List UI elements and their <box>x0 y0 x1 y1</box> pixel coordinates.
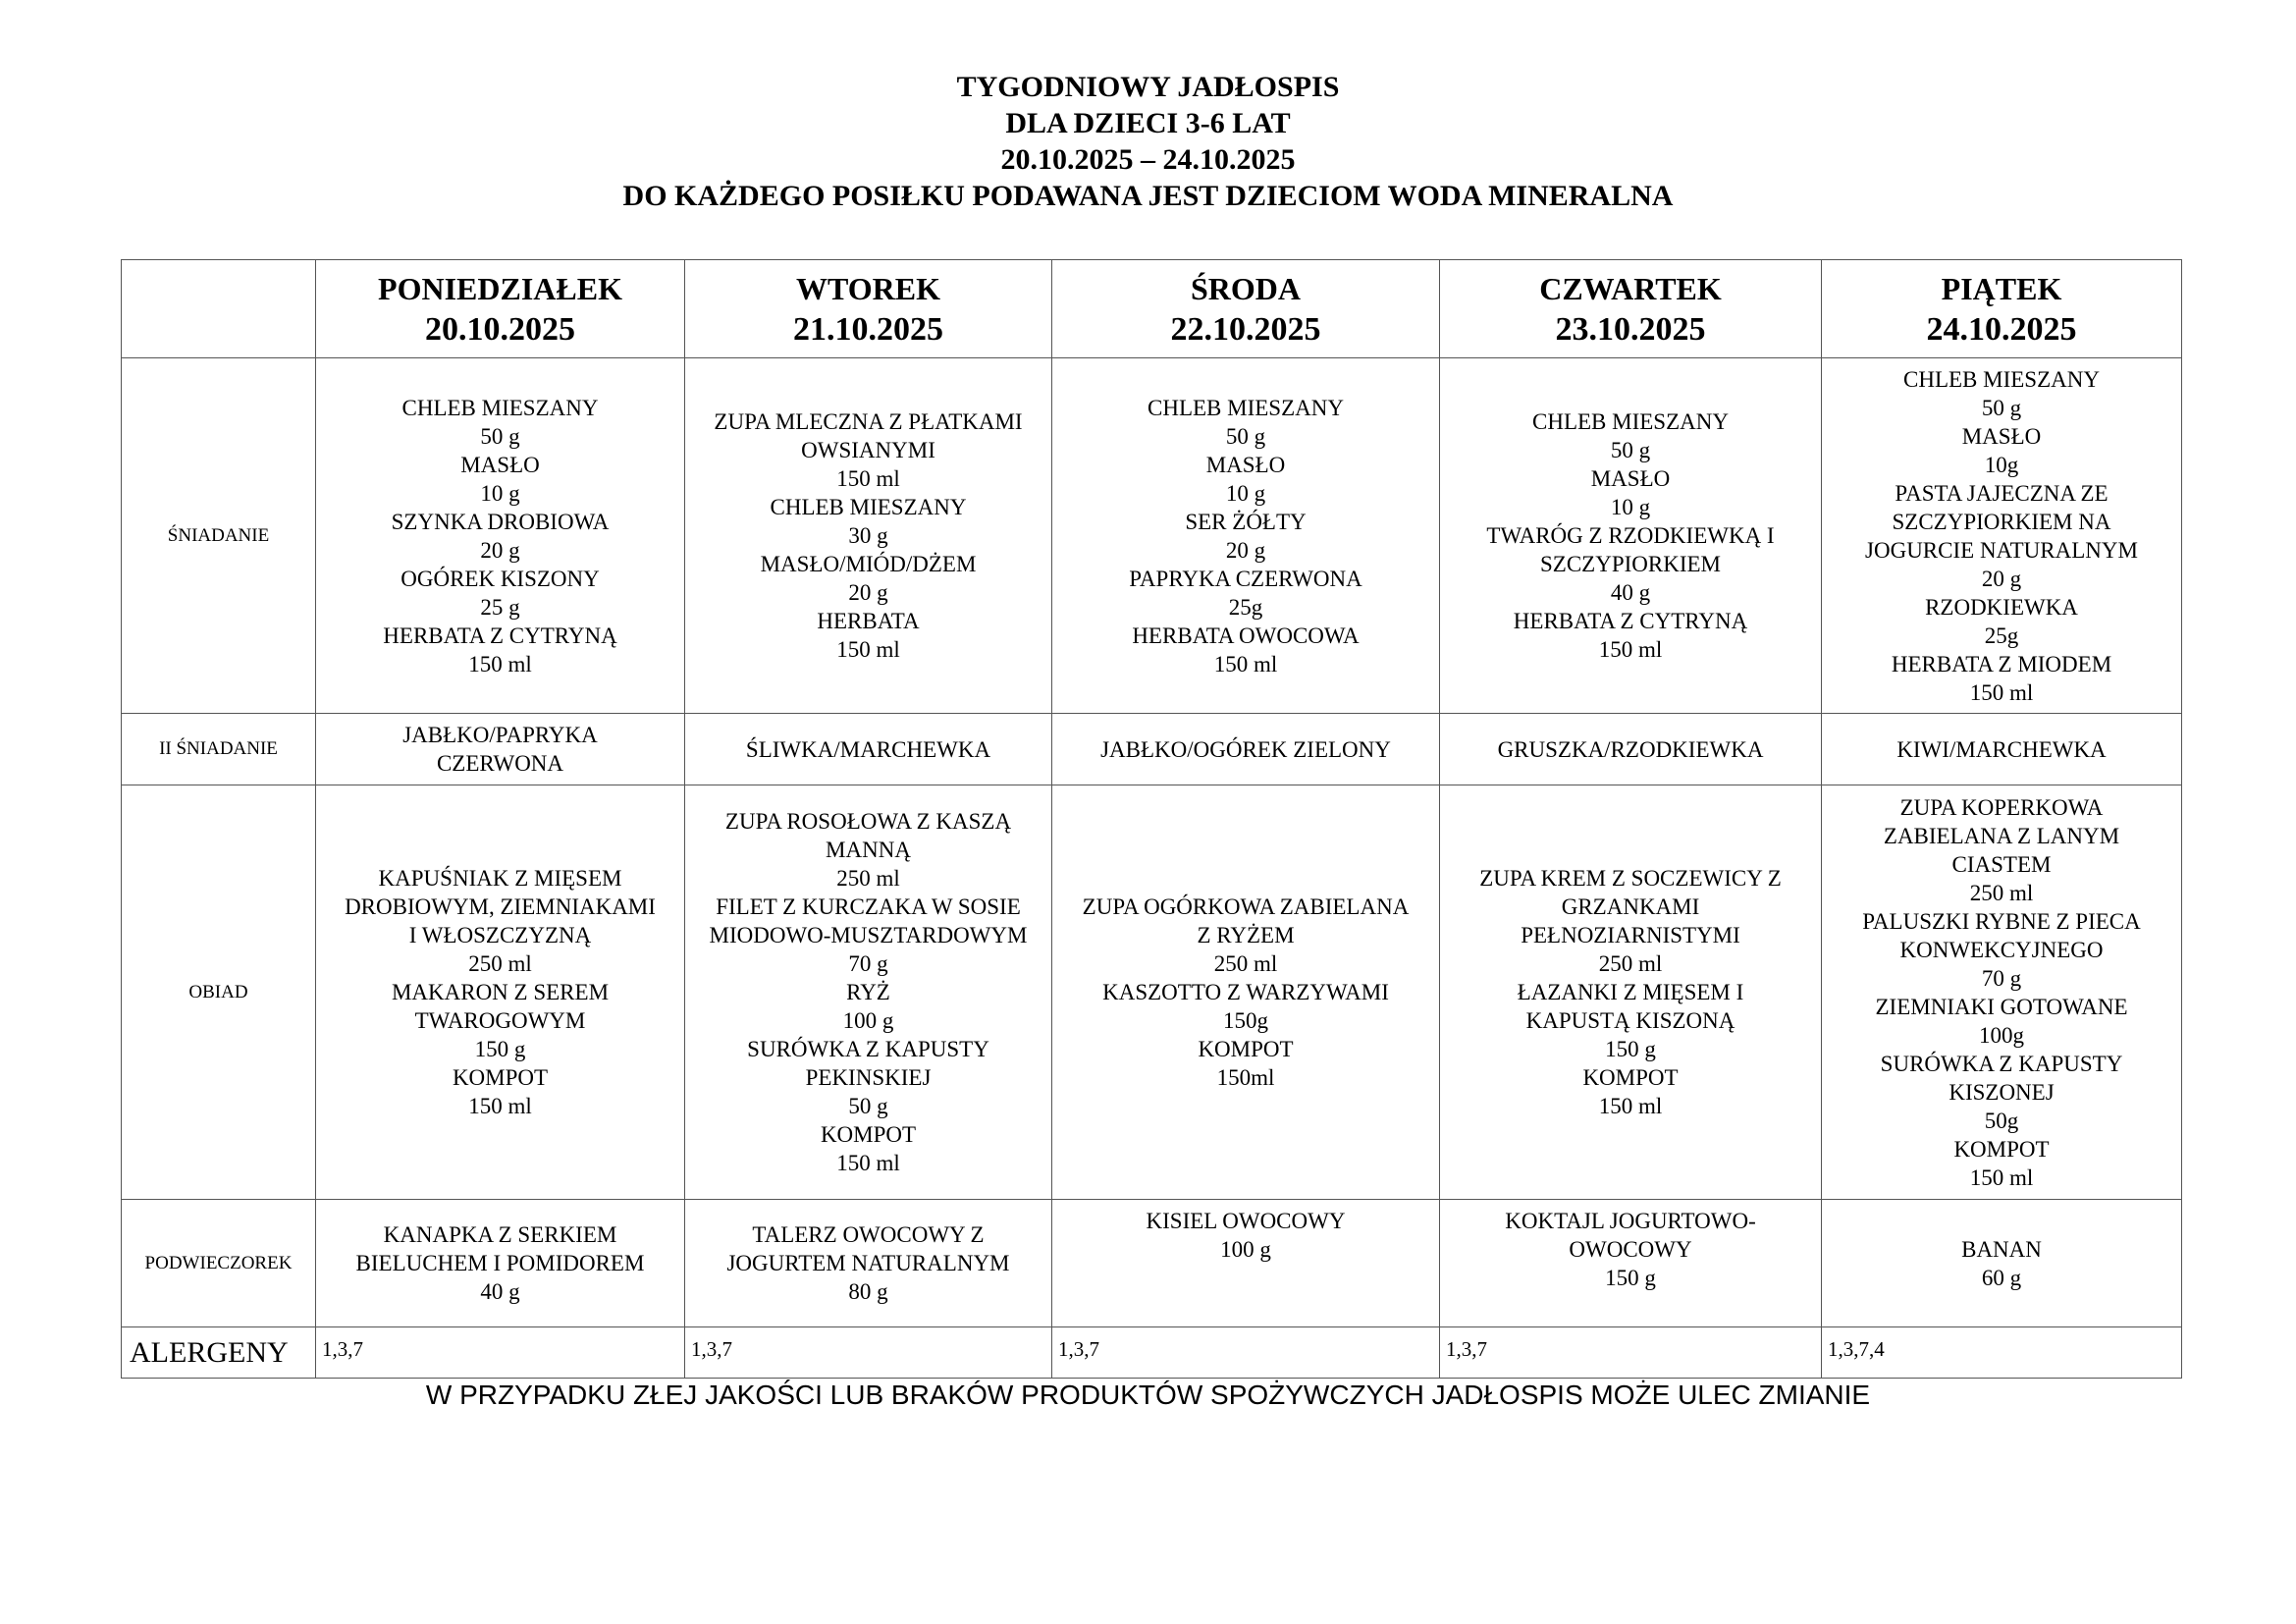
meal-line: 30 g <box>848 523 888 548</box>
meal-line: HERBATA Z CYTRYNĄ <box>383 623 617 648</box>
meal-line: MASŁO/MIÓD/DŻEM <box>760 552 977 576</box>
meal-line: CHLEB MIESZANY <box>1903 366 2100 392</box>
day-name: WTOREK <box>796 270 940 306</box>
meal-line: ŚLIWKA/MARCHEWKA <box>745 736 991 762</box>
meal-cell <box>1440 358 1822 714</box>
meal-line: BIELUCHEM I POMIDOREM <box>355 1251 645 1275</box>
day-header-monday <box>316 260 685 358</box>
meal-line: 20 g <box>848 580 888 605</box>
meal-cell <box>1822 358 2182 714</box>
meal-line: 150 ml <box>1598 637 1663 662</box>
meal-line: 40 g <box>480 1279 520 1304</box>
meal-line: 25g <box>1228 594 1263 620</box>
meal-line: SZCZYPIORKIEM NA <box>1892 509 2111 534</box>
meal-line: 250 ml <box>836 866 900 891</box>
meal-line: TWARÓG Z RZODKIEWKĄ I <box>1486 523 1775 548</box>
day-name: PIĄTEK <box>1941 270 2062 306</box>
day-date: 24.10.2025 <box>1926 310 2077 348</box>
meal-label: II ŚNIADANIE <box>122 714 316 785</box>
meal-line: 60 g <box>1981 1265 2022 1290</box>
meal-line: BANAN <box>1961 1236 2042 1262</box>
meal-line: 150 ml <box>836 637 900 662</box>
day-date: 23.10.2025 <box>1555 310 1706 348</box>
meal-line: 100g <box>1979 1022 2024 1048</box>
meal-line: KAPUSTĄ KISZONĄ <box>1525 1008 1735 1033</box>
weekly-menu-table <box>121 259 2182 1379</box>
meal-line: RZODKIEWKA <box>1925 594 2078 620</box>
corner-cell <box>122 260 316 358</box>
meal-line: Z RYŻEM <box>1197 923 1295 947</box>
meal-line: PEKINSKIEJ <box>805 1065 932 1090</box>
meal-row-podwieczorek <box>122 1200 2182 1327</box>
meal-line: 150 ml <box>836 466 900 491</box>
meal-line: TWAROGOWYM <box>414 1008 586 1033</box>
meal-line: 150g <box>1223 1008 1268 1033</box>
meal-cell <box>685 785 1052 1200</box>
meal-label: ŚNIADANIE <box>122 358 316 714</box>
meal-line: KOMPOT <box>1953 1136 2050 1162</box>
meal-line: HERBATA <box>817 609 920 633</box>
header-date-range: 20.10.2025 – 24.10.2025 <box>1000 143 1296 176</box>
meal-line: HERBATA Z CYTRYNĄ <box>1513 609 1748 633</box>
meal-line: 150 ml <box>836 1151 900 1175</box>
meal-line: DROBIOWYM, ZIEMNIAKAMI <box>345 894 656 919</box>
meal-line: TALERZ OWOCOWY Z <box>752 1222 985 1247</box>
meal-line: CIASTEM <box>1951 851 2052 877</box>
meal-line: PAPRYKA CZERWONA <box>1129 566 1362 591</box>
meal-row-sniadanie <box>122 358 2182 714</box>
meal-line: 150 g <box>1605 1037 1656 1061</box>
meal-line: 50g <box>1984 1108 2019 1133</box>
meal-line: ZIEMNIAKI GOTOWANE <box>1875 994 2128 1019</box>
meal-line: 50 g <box>1225 423 1266 449</box>
meal-line: CZERWONA <box>436 751 564 776</box>
meal-cell <box>1052 1200 1440 1327</box>
meal-line: 50 g <box>480 423 520 449</box>
day-header-friday <box>1822 260 2182 358</box>
meal-cell <box>1052 785 1440 1200</box>
meal-line: ZUPA OGÓRKOWA ZABIELANA <box>1082 894 1410 919</box>
meal-line: 20 g <box>480 537 520 563</box>
meal-line: ZABIELANA Z LANYM <box>1883 823 2120 848</box>
day-date: 22.10.2025 <box>1170 310 1321 348</box>
meal-line: KOMPOT <box>1582 1065 1679 1090</box>
meal-line: OWSIANYMI <box>801 438 935 462</box>
meal-line: KOMPOT <box>820 1122 917 1147</box>
day-name: PONIEDZIAŁEK <box>378 270 622 306</box>
meal-line: KONWEKCYJNEGO <box>1899 937 2104 962</box>
meal-cell <box>1440 785 1822 1200</box>
meal-line: MANNĄ <box>826 838 911 862</box>
meal-line: CHLEB MIESZANY <box>1532 409 1729 434</box>
meal-cell <box>1052 714 1440 785</box>
allergens-friday: 1,3,7,4 <box>1822 1327 2182 1379</box>
allergens-tuesday: 1,3,7 <box>685 1327 1052 1379</box>
meal-line: RYŻ <box>846 980 890 1004</box>
meal-line: ŁAZANKI Z MIĘSEM I <box>1517 980 1744 1004</box>
meal-line: SER ŻÓŁTY <box>1185 509 1307 534</box>
day-header-thursday <box>1440 260 1822 358</box>
footer-note: W PRZYPADKU ZŁEJ JAKOŚCI LUB BRAKÓW PRODUKTÓW SPOŻYWCZYCH JADŁOSPIS MOŻE ULEC ZMIANIE <box>425 1380 1871 1410</box>
meal-line: 100 g <box>842 1008 894 1033</box>
meal-line: 150 ml <box>1969 679 2034 705</box>
meal-line: 150ml <box>1216 1065 1275 1090</box>
meal-line: KOMPOT <box>452 1065 549 1090</box>
meal-line: PALUSZKI RYBNE Z PIECA <box>1862 908 2141 934</box>
meal-line: OGÓREK KISZONY <box>400 566 600 591</box>
meal-cell <box>1440 714 1822 785</box>
meal-line: KISIEL OWOCOWY <box>1146 1208 1346 1233</box>
meal-cell <box>316 1200 685 1327</box>
meal-line: 10 g <box>1225 480 1266 506</box>
meal-line: KISZONEJ <box>1949 1079 2055 1105</box>
meal-line: 100 g <box>1220 1236 1271 1262</box>
day-header-tuesday <box>685 260 1052 358</box>
meal-line: CHLEB MIESZANY <box>401 395 599 420</box>
allergens-thursday: 1,3,7 <box>1440 1327 1822 1379</box>
meal-line: JOGURCIE NATURALNYM <box>1865 537 2138 563</box>
meal-line: PASTA JAJECZNA ZE <box>1895 480 2109 506</box>
meal-line: 25g <box>1984 623 2019 648</box>
meal-line: OWOCOWY <box>1569 1236 1692 1262</box>
meal-line: 20 g <box>1225 537 1266 563</box>
meal-line: FILET Z KURCZAKA W SOSIE <box>716 894 1021 919</box>
day-header-wednesday <box>1052 260 1440 358</box>
meal-cell <box>1822 785 2182 1200</box>
meal-line: 20 g <box>1981 566 2022 591</box>
meal-line: 70 g <box>848 951 888 976</box>
meal-line: 150 ml <box>1213 651 1278 677</box>
header-age-group: DLA DZIECI 3-6 LAT <box>1005 107 1291 139</box>
meal-cell <box>685 714 1052 785</box>
day-date: 20.10.2025 <box>425 310 575 348</box>
header-water-note: DO KAŻDEGO POSIŁKU PODAWANA JEST DZIECIOM WODA MINERALNA <box>622 180 1674 212</box>
meal-line: PEŁNOZIARNISTYMI <box>1521 923 1740 947</box>
meal-line: ZUPA MLECZNA Z PŁATKAMI <box>714 409 1023 434</box>
meal-line: ZUPA ROSOŁOWA Z KASZĄ <box>724 809 1012 834</box>
meal-line: 40 g <box>1610 580 1651 605</box>
meal-line: MASŁO <box>1205 452 1286 477</box>
meal-line: 25 g <box>480 594 520 620</box>
meal-line: GRUSZKA/RZODKIEWKA <box>1497 736 1764 762</box>
meal-label: OBIAD <box>122 785 316 1200</box>
allergens-wednesday: 1,3,7 <box>1052 1327 1440 1379</box>
meal-line: 80 g <box>848 1279 888 1304</box>
allergens-row <box>122 1327 2182 1379</box>
menu-header <box>0 69 2296 214</box>
meal-line: CHLEB MIESZANY <box>1148 395 1344 420</box>
meal-line: HERBATA Z MIODEM <box>1891 651 2112 677</box>
meal-line: KANAPKA Z SERKIEM <box>383 1222 617 1247</box>
meal-line: SURÓWKA Z KAPUSTY <box>1880 1051 2123 1076</box>
meal-line: SZYNKA DROBIOWA <box>391 509 610 534</box>
meal-line: 10 g <box>480 480 520 506</box>
meal-cell <box>316 714 685 785</box>
meal-line: 50 g <box>848 1094 888 1118</box>
meal-row-obiad <box>122 785 2182 1200</box>
meal-line: KIWI/MARCHEWKA <box>1896 736 2107 762</box>
meal-line: MASŁO <box>460 452 540 477</box>
meal-line: 250 ml <box>1598 951 1663 976</box>
meal-line: CHLEB MIESZANY <box>770 495 967 519</box>
meal-line <box>1446 1292 1815 1321</box>
meal-line: 10g <box>1984 452 2019 477</box>
meal-label: PODWIECZOREK <box>122 1200 316 1327</box>
meal-line: 150 ml <box>1969 1164 2034 1190</box>
meal-line: KAPUŚNIAK Z MIĘSEM <box>378 866 622 891</box>
meal-line: KOMPOT <box>1198 1037 1294 1061</box>
header-title: TYGODNIOWY JADŁOSPIS <box>956 71 1340 103</box>
meal-line: KASZOTTO Z WARZYWAMI <box>1102 980 1389 1004</box>
meal-line: 150 ml <box>1598 1094 1663 1118</box>
meal-line: I WŁOSZCZYZNĄ <box>408 923 592 947</box>
day-name: ŚRODA <box>1190 270 1301 306</box>
day-date: 21.10.2025 <box>793 310 943 348</box>
meal-line: MASŁO <box>1961 423 2042 449</box>
meal-line: ZUPA KOPERKOWA <box>1899 794 2104 820</box>
meal-line: 150 g <box>1605 1265 1656 1290</box>
meal-line: ZUPA KREM Z SOCZEWICY Z <box>1479 866 1782 891</box>
meal-cell <box>685 358 1052 714</box>
meal-line: SURÓWKA Z KAPUSTY <box>747 1037 989 1061</box>
meal-line: 150 ml <box>468 1094 532 1118</box>
day-name: CZWARTEK <box>1539 270 1722 306</box>
allergens-monday: 1,3,7 <box>316 1327 685 1379</box>
meal-line: 150 g <box>474 1037 526 1061</box>
meal-line: MASŁO <box>1590 466 1671 491</box>
meal-line: 150 ml <box>468 651 532 677</box>
meal-line: SZCZYPIORKIEM <box>1539 552 1721 576</box>
meal-cell <box>685 1200 1052 1327</box>
meal-line: 70 g <box>1981 965 2022 991</box>
meal-line: 10 g <box>1610 495 1651 519</box>
day-header-row <box>122 260 2182 358</box>
meal-line: 250 ml <box>1213 951 1278 976</box>
meal-cell <box>1822 1200 2182 1327</box>
meal-cell <box>316 785 685 1200</box>
meal-line: 50 g <box>1610 438 1651 462</box>
meal-line: 250 ml <box>468 951 532 976</box>
meal-line: MAKARON Z SEREM <box>391 980 610 1004</box>
meal-line: KOKTAJL JOGURTOWO- <box>1505 1208 1756 1233</box>
allergens-label: ALERGENY <box>122 1327 316 1379</box>
meal-cell <box>1440 1200 1822 1327</box>
meal-line: 250 ml <box>1969 880 2034 905</box>
meal-line: 50 g <box>1981 395 2022 420</box>
meal-line: JOGURTEM NATURALNYM <box>726 1251 1010 1275</box>
meal-line: JABŁKO/PAPRYKA <box>402 723 598 747</box>
meal-line: JABŁKO/OGÓREK ZIELONY <box>1100 736 1391 762</box>
meal-row-ii-sniadanie <box>122 714 2182 785</box>
meal-cell <box>1822 714 2182 785</box>
meal-line <box>1058 1264 1433 1292</box>
meal-line: MIODOWO-MUSZTARDOWYM <box>709 923 1028 947</box>
meal-line: GRZANKAMI <box>1561 894 1700 919</box>
meal-line: HERBATA OWOCOWA <box>1132 623 1360 648</box>
meal-cell <box>316 358 685 714</box>
meal-line <box>1058 1292 1433 1321</box>
meal-cell <box>1052 358 1440 714</box>
